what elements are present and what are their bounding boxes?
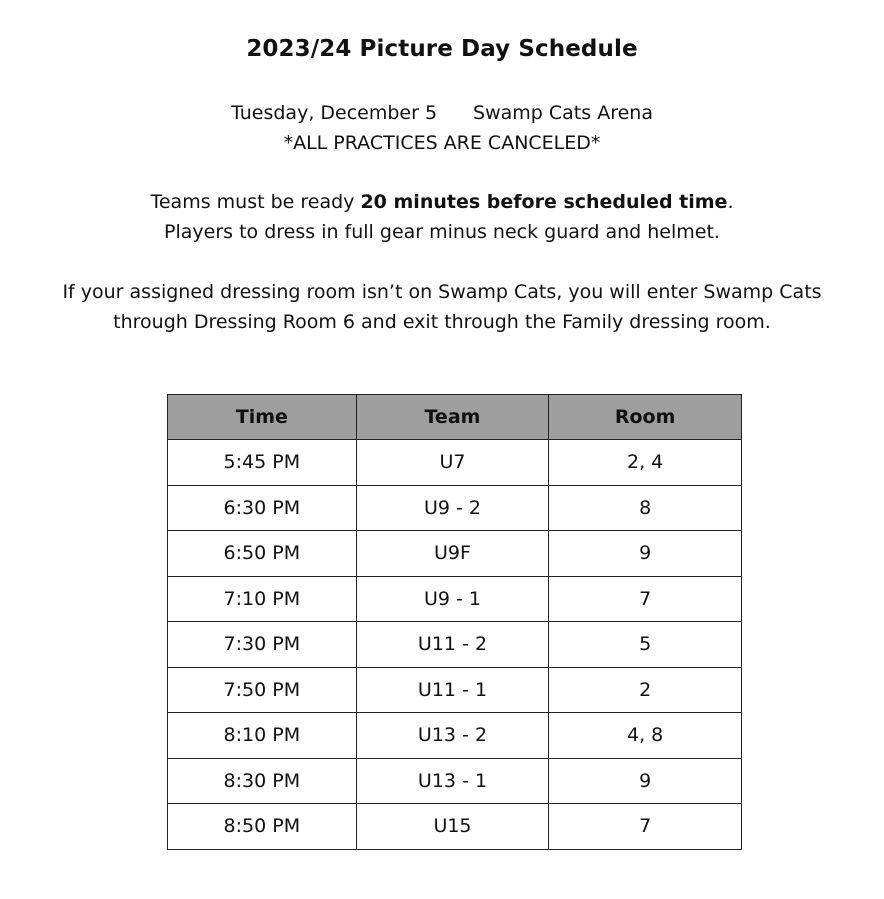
header-time: Time (168, 395, 357, 440)
event-location: Swamp Cats Arena (473, 102, 653, 124)
cell-room: 5 (549, 622, 742, 668)
cell-time: 7:30 PM (168, 622, 357, 668)
cell-time: 7:10 PM (168, 576, 357, 622)
cell-time: 6:30 PM (168, 485, 357, 531)
cell-team: U9F (356, 531, 549, 577)
cell-team: U9 - 2 (356, 485, 549, 531)
cell-time: 6:50 PM (168, 531, 357, 577)
table-row (168, 622, 742, 668)
cell-room: 4, 8 (549, 713, 742, 759)
cell-team: U7 (356, 440, 549, 486)
ready-suffix: . (727, 191, 734, 213)
page-title: 2023/24 Picture Day Schedule (246, 36, 638, 62)
cell-time: 8:30 PM (168, 758, 357, 804)
table-row (168, 758, 742, 804)
dress-instruction: Players to dress in full gear minus neck guard and helmet. (164, 221, 720, 243)
event-info-line (0, 101, 884, 125)
table-row (168, 440, 742, 486)
cell-team: U13 - 1 (356, 758, 549, 804)
cell-room: 9 (549, 758, 742, 804)
schedule-table (167, 394, 742, 850)
table-row (168, 576, 742, 622)
cell-room: 2 (549, 667, 742, 713)
cell-team: U13 - 2 (356, 713, 549, 759)
cell-team: U15 (356, 804, 549, 850)
cell-team: U9 - 1 (356, 576, 549, 622)
ready-emphasis: 20 minutes before scheduled time (360, 191, 728, 213)
room-instruction-line-1: If your assigned dressing room isn’t on Swamp Cats, you will enter Swamp Cats (62, 281, 822, 303)
table-row (168, 485, 742, 531)
cell-time: 5:45 PM (168, 440, 357, 486)
table-row (168, 531, 742, 577)
cell-room: 9 (549, 531, 742, 577)
header-team: Team (356, 395, 549, 440)
table-row (168, 667, 742, 713)
cell-time: 8:10 PM (168, 713, 357, 759)
cell-room: 8 (549, 485, 742, 531)
cell-team: U11 - 2 (356, 622, 549, 668)
header-room: Room (549, 395, 742, 440)
cell-room: 7 (549, 576, 742, 622)
ready-prefix: Teams must be ready (150, 191, 361, 213)
ready-instruction (0, 190, 884, 214)
cell-room: 2, 4 (549, 440, 742, 486)
cell-time: 8:50 PM (168, 804, 357, 850)
table-row (168, 804, 742, 850)
table-row (168, 713, 742, 759)
cell-time: 7:50 PM (168, 667, 357, 713)
cell-room: 7 (549, 804, 742, 850)
table-header-row (168, 395, 742, 440)
event-date: Tuesday, December 5 (231, 102, 438, 124)
room-instruction-line-2: through Dressing Room 6 and exit through the Family dressing room. (113, 311, 771, 333)
cancel-notice: *ALL PRACTICES ARE CANCELED* (283, 132, 601, 154)
cell-team: U11 - 1 (356, 667, 549, 713)
